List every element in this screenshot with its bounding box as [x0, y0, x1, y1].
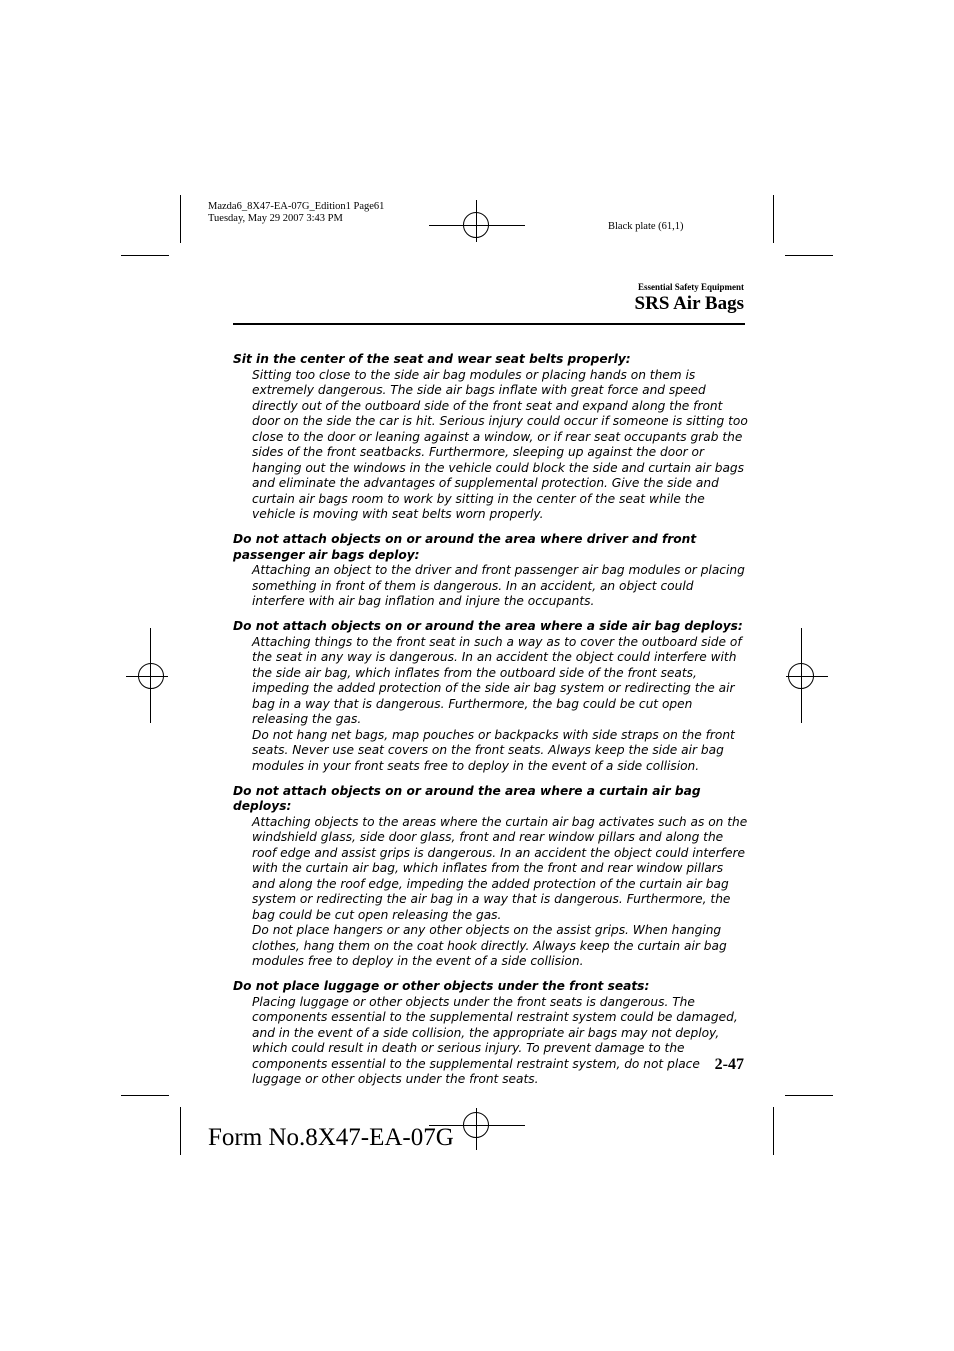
crop-mark	[785, 255, 833, 256]
crop-mark	[121, 255, 169, 256]
page-title: SRS Air Bags	[634, 293, 744, 314]
warning-block	[233, 784, 748, 970]
registration-mark-circle	[138, 663, 164, 689]
plate-label: Black plate (61,1)	[608, 221, 684, 232]
content-body	[233, 352, 748, 1097]
block-paragraph: Do not hang net bags, map pouches or backpacks with side straps on the front seats. Never use seat covers on the front seats. Always keep the side air bag modules in your front seats free to deploy in the event of a side collision.	[252, 727, 735, 773]
registration-mark-circle	[463, 212, 489, 238]
block-heading: Do not attach objects on or around the area where a curtain air bag deploys:	[233, 783, 701, 813]
warning-block	[233, 352, 748, 523]
block-paragraph: Attaching objects to the areas where the curtain air bag activates such as on the windshield glass, side door glass, front and rear window pillars and along the roof edge and assist grips is dangerous. In an accident the object could interfere with the curtain air bag, which inflates from the front and rear window pillars and along the roof edge, impeding the added protection of the curtain air bag system or redirecting the air bag in a way that is dangerous. Furthermore, the bag could be cut open releasing the gas.	[252, 814, 748, 922]
crop-mark	[773, 195, 774, 243]
block-heading: Do not attach objects on or around the area where a side air bag deploys:	[233, 619, 743, 633]
block-paragraph: Sitting too close to the side air bag modules or placing hands on them is extremely dangerous. The side air bags inflate with great force and speed directly out of the outboard side of the front seat and expand along the front door on the side the car is hit. Serious injury could occur if someone is sitting too close to the door or leaning against a window, or if rear seat occupants grab the sides of the front seatbacks. Furthermore, sleeping up against the door or hanging out the windows in the vehicle could block the side and curtain air bags and eliminate the advantages of supplemental protection. Give the side and curtain air bags room to work by sitting in the center of the seat while the vehicle is moving with seat belts worn properly.	[252, 367, 748, 521]
block-paragraph: Attaching things to the front seat in such a way as to cover the outboard side of the seat in any way is dangerous. In an accident the object could interfere with the side air bag, which inflates from the outboard side of the front seats, impeding the added protection of the side air bag system or redirecting the air bag in a way that is dangerous. Furthermore, the bag could be cut open releasing the gas.	[252, 634, 742, 726]
block-paragraph: Placing luggage or other objects under the front seats is dangerous. The components essential to the supplemental restraint system could be damaged, and in the event of a side collision, the appropriate air bags may not deploy, which could result in death or serious injury. To prevent damage to the components essential to the supplemental restraint system, do not place luggage or other objects under the front seats.	[252, 994, 738, 1086]
form-number: Form No.8X47-EA-07G	[208, 1124, 454, 1151]
registration-mark-circle	[463, 1112, 489, 1138]
header-rule	[233, 323, 745, 325]
block-paragraph: Attaching an object to the driver and front passenger air bag modules or placing something in front of them is dangerous. In an accident, an object could interfere with air bag inflation and injure the occupants.	[252, 563, 745, 608]
crop-mark	[773, 1107, 774, 1155]
crop-mark	[180, 195, 181, 243]
block-heading: Sit in the center of the seat and wear seat belts properly:	[233, 352, 631, 366]
page-number: 2-47	[714, 1056, 744, 1073]
warning-block	[233, 979, 748, 1088]
crop-mark	[785, 1095, 833, 1096]
print-header-line1: Mazda6_8X47-EA-07G_Edition1 Page61	[208, 201, 385, 212]
section-label: Essential Safety Equipment	[637, 282, 744, 292]
warning-block	[233, 619, 748, 774]
crop-mark	[180, 1107, 181, 1155]
block-heading: Do not place luggage or other objects under the front seats:	[233, 979, 650, 993]
crop-mark	[121, 1095, 169, 1096]
print-header	[208, 201, 384, 225]
print-header-line2: Tuesday, May 29 2007 3:43 PM	[208, 213, 343, 224]
warning-block	[233, 532, 748, 610]
registration-mark-circle	[788, 663, 814, 689]
block-heading: Do not attach objects on or around the area where driver and front passenger air bags deploy:	[233, 532, 697, 562]
block-paragraph: Do not place hangers or any other objects on the assist grips. When hanging clothes, hang them on the coat hook directly. Always keep the curtain air bag modules free to deploy in the event of a side collision.	[252, 923, 727, 968]
